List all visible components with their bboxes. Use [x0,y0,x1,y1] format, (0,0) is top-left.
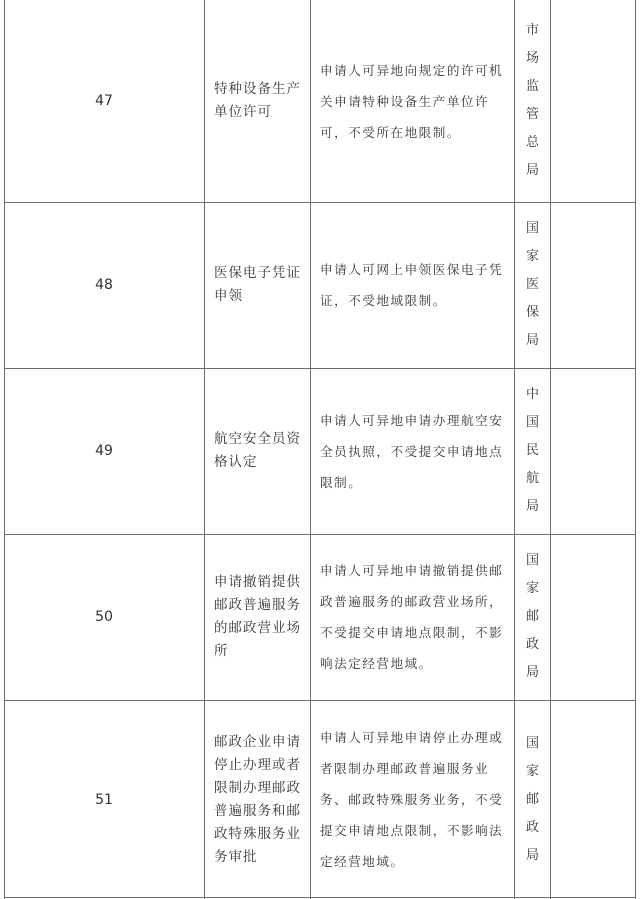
table-row [0,202,640,368]
table-row [0,368,640,534]
department-cell [515,202,550,368]
department-cell [515,368,550,534]
row-number: 47 [95,93,113,109]
item-name-cell [205,534,310,700]
table-border-vertical [550,0,551,899]
table-border-horizontal [4,897,636,898]
item-description: 申请人可异地申请办理航空安全员执照，不受提交申请地点限制。 [320,412,504,490]
item-description: 申请人可网上申领医保电子凭证，不受地域限制。 [320,262,504,308]
table-row [0,534,640,700]
item-name: 医保电子凭证申领 [214,265,301,304]
table-border-vertical [514,0,515,899]
table-border-vertical [635,0,636,899]
empty-cell [551,202,636,368]
empty-cell [551,0,636,202]
department-name: 市场监管总局 [525,23,539,178]
department-name: 国家邮政局 [525,735,539,863]
empty-cell [551,368,636,534]
table-border-vertical [310,0,311,899]
table-row [0,0,640,202]
item-name: 邮政企业申请停止办理或者限制办理邮政普遍服务和邮政特殊服务业务审批 [214,733,301,865]
item-name-cell [205,700,310,899]
item-name-cell [205,202,310,368]
row-number: 50 [95,609,113,625]
item-name: 申请撤销提供邮政普遍服务的邮政营业场所 [214,574,301,659]
empty-cell [551,534,636,700]
table-border-horizontal [4,368,636,369]
item-name: 特种设备生产单位许可 [214,81,301,120]
department-cell [515,534,550,700]
item-description: 申请人可异地向规定的许可机关申请特种设备生产单位许可，不受所在地限制。 [320,62,504,140]
item-name-cell [205,0,310,202]
row-number: 49 [95,443,113,459]
empty-cell [551,700,636,899]
department-name: 中国民航局 [525,387,539,514]
table-border-horizontal [4,202,636,203]
item-description-cell [311,0,514,202]
row-number: 51 [95,791,113,808]
item-description-cell [311,202,514,368]
table-border-vertical [204,0,205,899]
item-description: 申请人可异地申请停止办理或者限制办理邮政普遍服务业务、邮政特殊服务业务，不受提交申请地点限制，不影响法定经营地域。 [320,730,504,869]
item-name-cell [205,368,310,534]
table-row [0,700,640,899]
item-name: 航空安全员资格认定 [214,431,301,470]
item-description: 申请人可异地申请撤销提供邮政普遍服务的邮政营业场所，不受提交申请地点限制，不影响法定经营地域。 [320,563,504,671]
item-description-cell [311,368,514,534]
item-description-cell [311,534,514,700]
row-number: 48 [95,277,113,293]
table-border-vertical [4,0,5,899]
department-name: 国家邮政局 [525,553,539,680]
department-cell [515,0,550,202]
department-cell [515,700,550,899]
table-border-horizontal [4,700,636,701]
department-name: 国家医保局 [525,221,539,348]
item-description-cell [311,700,514,899]
table-border-horizontal [4,534,636,535]
